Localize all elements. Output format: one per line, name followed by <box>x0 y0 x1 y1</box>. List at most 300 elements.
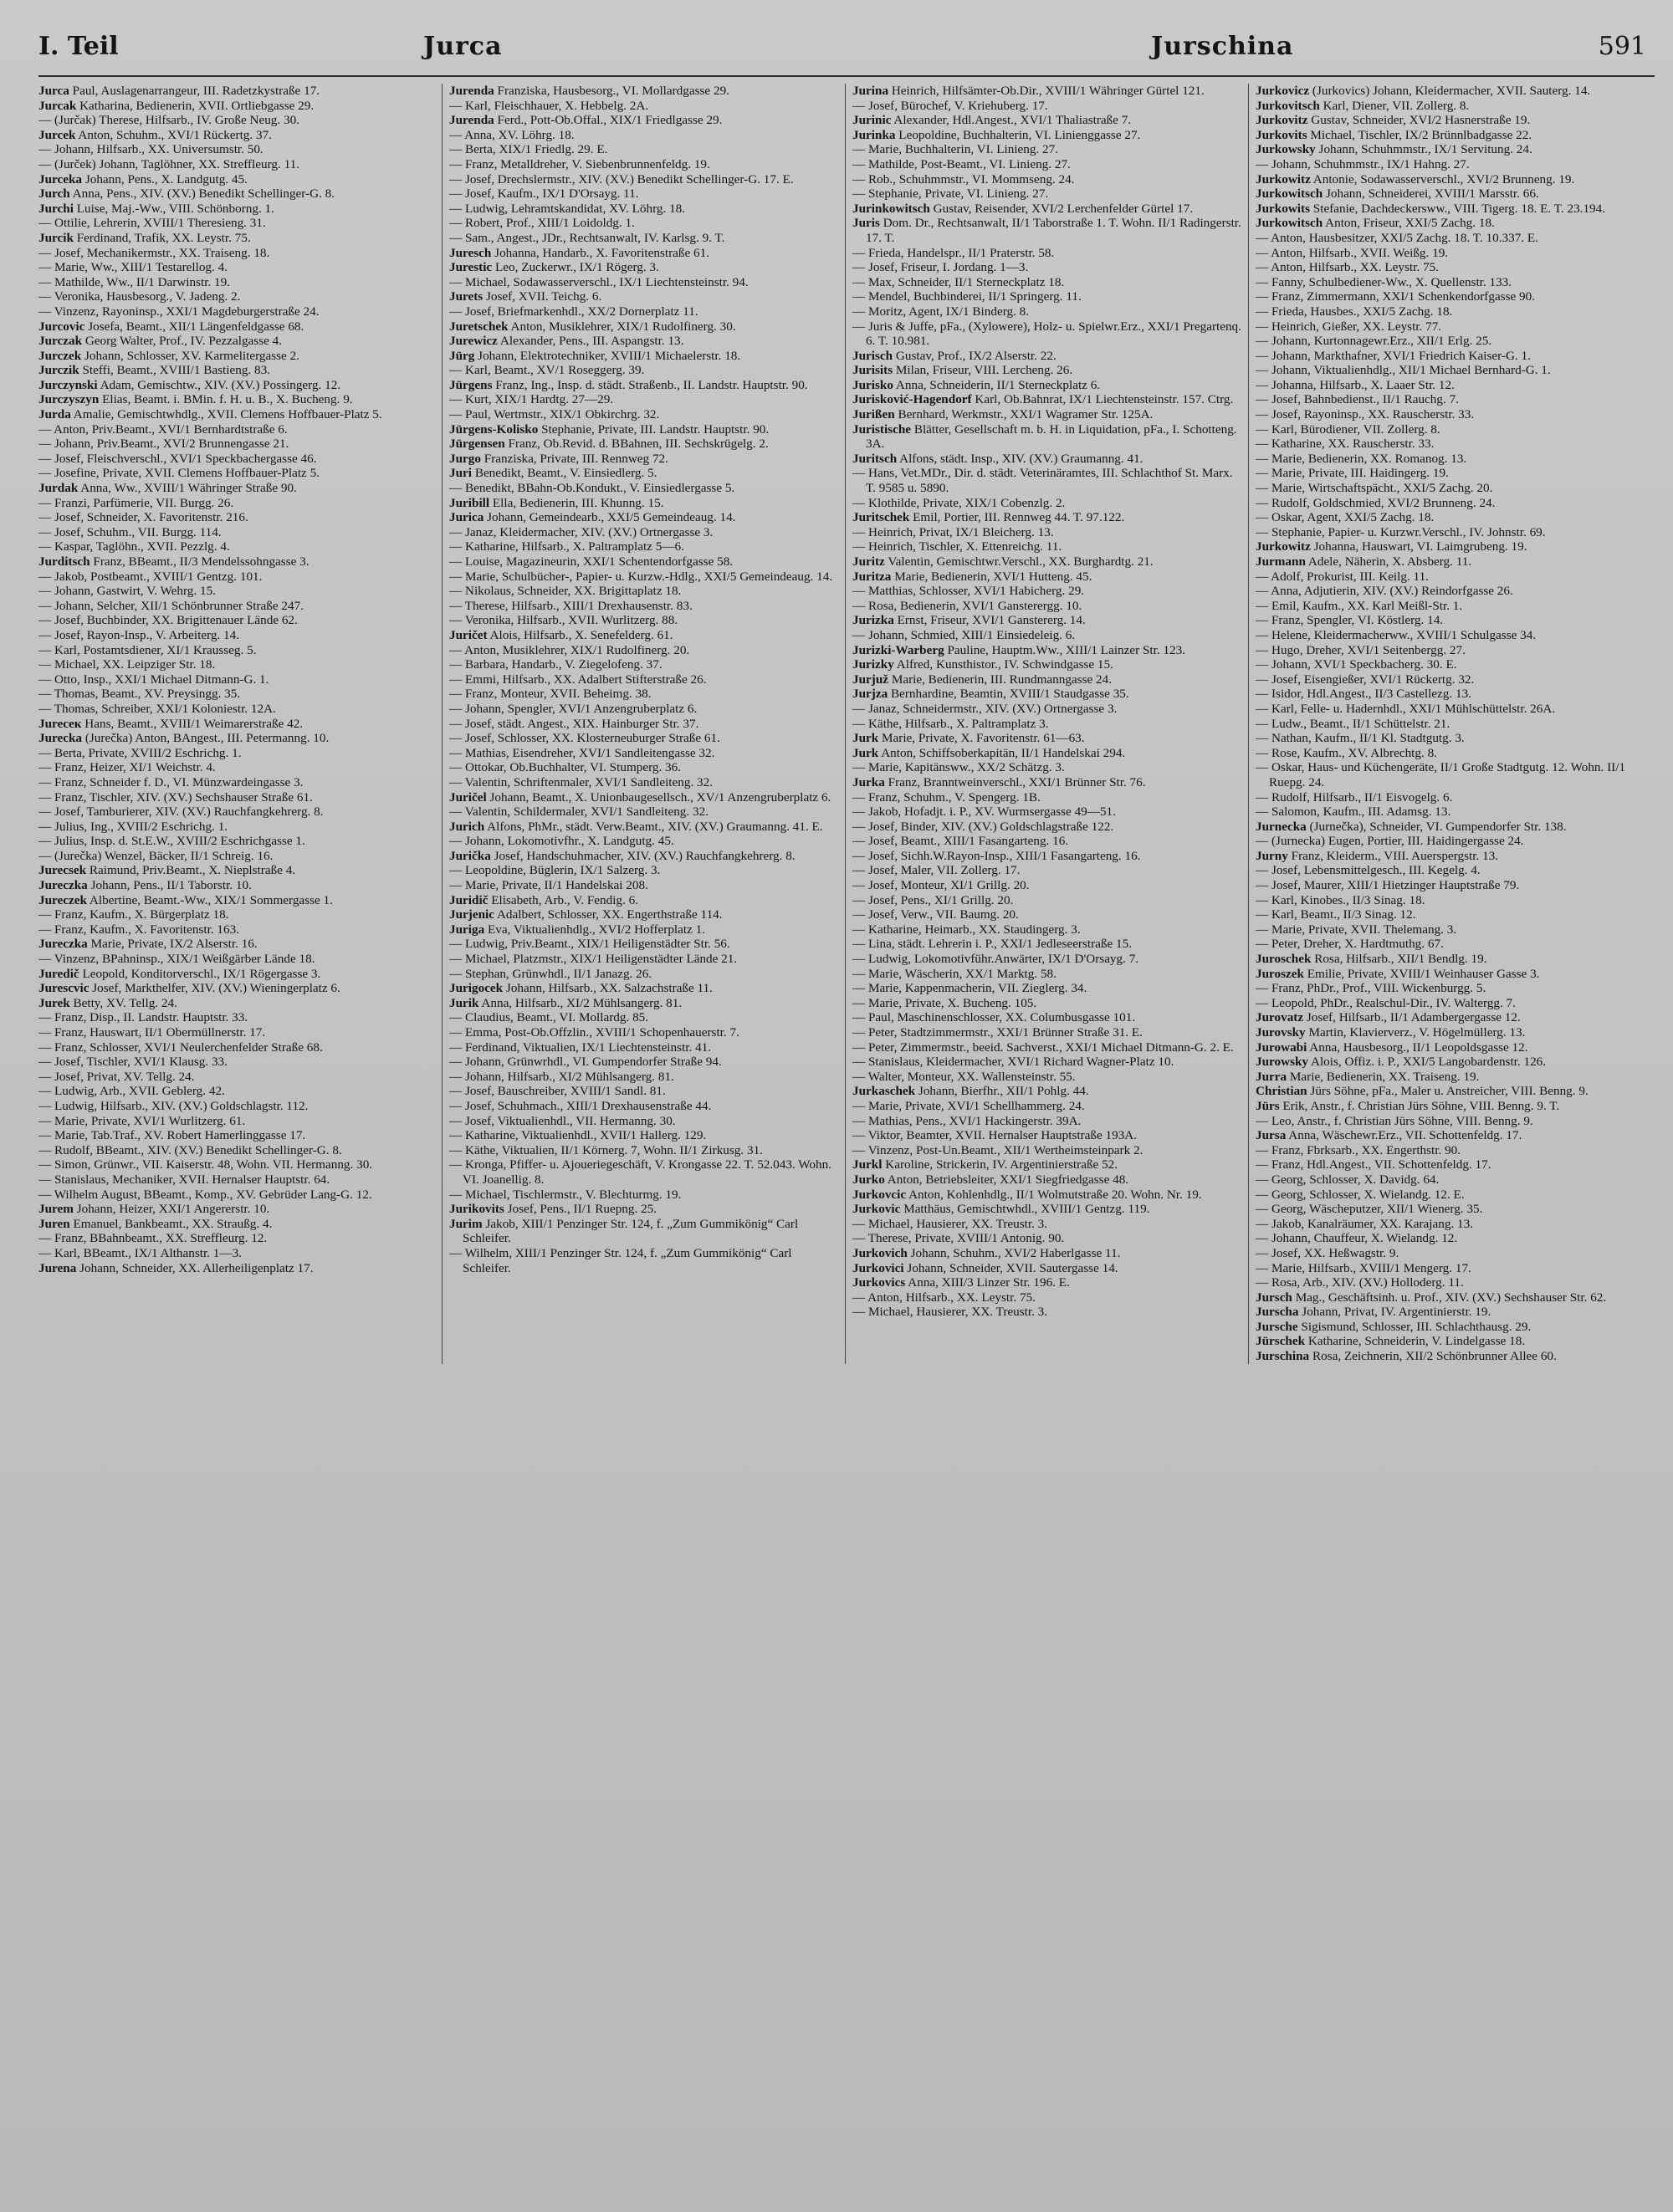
directory-entry: Jurczek Johann, Schlosser, XV. Karmelitergasse 2. <box>38 348 299 363</box>
directory-entry: Juričet Alois, Hilfsarb., X. Senefelderg. 61. <box>449 627 673 642</box>
directory-entry: — Käthe, Viktualien, II/1 Körnerg. 7, Wohn. II/1 Zirkusg. 31. <box>449 1142 763 1157</box>
directory-entry: Jurestic Leo, Zuckerwr., IX/1 Rögerg. 3. <box>449 260 659 275</box>
directory-entry: — Johann, Priv.Beamt., XVI/2 Brunnengasse 21. <box>38 437 289 452</box>
directory-entry: — Josef, Beamt., XIII/1 Fasangarteng. 16. <box>852 834 1069 849</box>
directory-entry: — Katharine, XX. Rauscherstr. 33. <box>1256 437 1435 452</box>
directory-entry: — Ferdinand, Viktualien, IX/1 Liechtensteinstr. 41. <box>449 1040 712 1055</box>
directory-entry: — Franz, Heizer, XI/1 Weichstr. 4. <box>38 760 216 775</box>
directory-entry: Jurkowitz Antonie, Sodawasserverschl., XVI/2 Brunneng. 19. <box>1256 171 1575 186</box>
directory-entry: Jurich Alfons, PhMr., städt. Verw.Beamt., XIV. (XV.) Graumanng. 41. E. <box>449 819 823 834</box>
directory-entry: — Karl, Kinobes., II/3 Sinag. 18. <box>1256 892 1425 907</box>
directory-entry: — Franz, Kaufm., X. Favoritenstr. 163. <box>38 922 240 937</box>
directory-entry: — Stanislaus, Kleidermacher, XVI/1 Richard Wagner-Platz 10. <box>852 1055 1174 1070</box>
directory-entry: — Josef, Binder, XIV. (XV.) Goldschlagstraße 122. <box>852 819 1114 834</box>
directory-entry: — Max, Schneider, II/1 Sterneckplatz 18. <box>852 274 1065 289</box>
directory-entry: Jurena Johann, Schneider, XX. Allerheiligenplatz 17. <box>38 1260 314 1275</box>
directory-entry: — Josef, städt. Angest., XIX. Hainburger Str. 37. <box>449 716 699 731</box>
directory-entry: — Josef, Kaufm., IX/1 D'Orsayg. 11. <box>449 186 639 202</box>
directory-entry: Jurcik Ferdinand, Trafik, XX. Leystr. 75. <box>38 230 251 245</box>
directory-entry: — Mathilde, Post-Beamt., VI. Linieng. 27. <box>852 156 1071 171</box>
directory-entry: — Franz, Hdl.Angest., VII. Schottenfeldg. 17. <box>1256 1157 1491 1172</box>
directory-entry: — Franz, Metalldreher, V. Siebenbrunnenfeldg. 19. <box>449 156 710 171</box>
directory-entry: — Ludwig, Arb., XVII. Geblerg. 42. <box>38 1084 225 1099</box>
directory-entry: — Emma, Post-Ob.Offzlin., XVIII/1 Schopenhauerstr. 7. <box>449 1025 739 1040</box>
directory-entry: — Josef, Viktualienhdl., VII. Hermanng. 30. <box>449 1113 676 1128</box>
directory-entry: — Ludwig, Hilfsarb., XIV. (XV.) Goldschlagstr. 112. <box>38 1098 309 1113</box>
directory-entry: — Stephanie, Papier- u. Kurzwr.Verschl., IV. Johnstr. 69. <box>1256 524 1546 539</box>
directory-entry: Jürgens-Kolisko Stephanie, Private, III. Landstr. Hauptstr. 90. <box>449 421 770 437</box>
directory-entry: — Johann, Kurtonnagewr.Erz., XII/1 Erlg. 25. <box>1256 334 1492 349</box>
directory-entry: — Josef, Tamburierer, XIV. (XV.) Rauchfangkehrerg. 8. <box>38 805 324 820</box>
directory-entry: — Veronika, Hausbesorg., V. Jadeng. 2. <box>38 289 241 304</box>
last-entry-heading: Jurschina <box>1151 32 1294 61</box>
directory-entry: — Wilhelm, XIII/1 Penzinger Str. 124, f. „Zum Gummikönig“ Carl Schleifer. <box>449 1245 792 1275</box>
directory-entry: Jursch Mag., Geschäftsinh. u. Prof., XIV. (XV.) Sechshauser Str. 62. <box>1256 1290 1607 1305</box>
directory-entry: Jurkovitsch Karl, Diener, VII. Zollerg. 8. <box>1256 98 1470 113</box>
directory-entry: — Emmi, Hilfsarb., XX. Adalbert Stifterstraße 26. <box>449 672 707 687</box>
directory-entry: Jurkl Karoline, Strickerin, IV. Argentinierstraße 52. <box>852 1157 1118 1172</box>
directory-entry: Jurcek Anton, Schuhm., XVI/1 Rückertg. 37. <box>38 127 272 142</box>
directory-entry: — Josef, Eisengießer, XVI/1 Rückertg. 32. <box>1256 672 1475 687</box>
directory-columns <box>38 84 1655 1364</box>
directory-entry: — Mendel, Buchbinderei, II/1 Springerg. 11. <box>852 289 1082 304</box>
directory-entry: — Barbara, Handarb., V. Ziegelofeng. 37. <box>449 657 663 672</box>
directory-entry: — Jakob, Kanalräumer, XX. Karajang. 13. <box>1256 1216 1474 1231</box>
directory-entry: Jurina Heinrich, Hilfsämter-Ob.Dir., XVIII/1 Währinger Gürtel 121. <box>852 84 1205 98</box>
directory-entry: — Julius, Insp. d. St.E.W., XVIII/2 Eschrichgasse 1. <box>38 834 305 849</box>
directory-entry: — Rudolf, BBeamt., XIV. (XV.) Benedikt Schellinger-G. 8. <box>38 1142 342 1157</box>
directory-entry: — Rosa, Arb., XIV. (XV.) Holloderg. 11. <box>1256 1275 1464 1290</box>
directory-entry: — Matthias, Schlosser, XVI/1 Habicherg. 29. <box>852 584 1085 599</box>
directory-entry: — Franz, Disp., II. Landstr. Hauptstr. 33. <box>38 1010 248 1025</box>
directory-entry: — Karl, Felle- u. Hadernhdl., XXI/1 Mühlschüttelstr. 26A. <box>1256 701 1556 716</box>
directory-entry: Jürgens Franz, Ing., Insp. d. städt. Straßenb., II. Landstr. Hauptstr. 90. <box>449 377 808 392</box>
directory-entry: — Anna, XV. Löhrg. 18. <box>449 127 575 142</box>
directory-entry: — Berta, XIX/1 Friedlg. 29. E. <box>449 142 608 157</box>
directory-entry: — Franz, Zimmermann, XXI/1 Schenkendorfgasse 90. <box>1256 289 1536 304</box>
directory-entry: — (Jurček) Johann, Taglöhner, XX. Streffleurg. 11. <box>38 156 299 171</box>
directory-entry: — Peter, Dreher, X. Hardtmuthg. 67. <box>1256 937 1444 952</box>
directory-entry: Jurny Franz, Kleiderm., VIII. Auerspergstr. 13. <box>1256 848 1499 863</box>
directory-entry: — Franz, Schneider f. D., VI. Münzwardeingasse 3. <box>38 774 304 789</box>
directory-entry: Jurkovich Johann, Schuhm., XVI/2 Haberlgasse 11. <box>852 1245 1121 1260</box>
directory-entry: Jurkovici Johann, Schneider, XVII. Sautergasse 14. <box>852 1260 1118 1275</box>
directory-entry: — Josef, Rayon-Insp., V. Arbeiterg. 14. <box>38 627 240 642</box>
directory-entry: — Benedikt, BBahn-Ob.Kondukt., V. Einsiedlergasse 5. <box>449 481 735 496</box>
directory-entry: — Michael, Hausierer, XX. Treustr. 3. <box>852 1216 1048 1231</box>
directory-entry: Juritsch Alfons, städt. Insp., XIV. (XV.) Graumanng. 41. <box>852 451 1143 466</box>
directory-entry: — Marie, Private, XVII. Thelemang. 3. <box>1256 922 1457 937</box>
directory-entry: — Karl, Fleischhauer, X. Hebbelg. 2A. <box>449 98 649 113</box>
directory-entry: — Janaz, Kleidermacher, XIV. (XV.) Ortnergasse 3. <box>449 524 714 539</box>
directory-entry: — Katharine, Heimarb., XX. Staudingerg. 3. <box>852 922 1081 937</box>
directory-entry: — Oskar, Agent, XXI/5 Zachg. 18. <box>1256 510 1435 525</box>
directory-entry: — Rudolf, Hilfsarb., II/1 Eisvogelg. 6. <box>1256 789 1453 805</box>
directory-entry: — Josef, Drechslermstr., XIV. (XV.) Benedikt Schellinger-G. 17. E. <box>449 171 794 186</box>
directory-entry: Jurjenic Adalbert, Schlosser, XX. Engerthstraße 114. <box>449 907 723 922</box>
directory-entry: — Katharine, Hilfsarb., X. Paltramplatz 5—6. <box>449 539 684 554</box>
directory-entry: Jurkowitz Johanna, Hauswart, VI. Laimgrubeng. 19. <box>1256 539 1527 554</box>
directory-entry: — Valentin, Schriftenmaler, XVI/1 Sandleiteng. 32. <box>449 774 714 789</box>
directory-entry: — Hugo, Dreher, XVI/1 Seitenbergg. 27. <box>1256 642 1466 657</box>
directory-entry: Juroschek Rosa, Hilfsarb., XII/1 Bendlg. 19. <box>1256 952 1487 967</box>
directory-entry: Juri Benedikt, Beamt., V. Einsiedlerg. 5. <box>449 466 657 481</box>
directory-entry: Jurkowits Stefanie, Dachdeckersww., VIII. Tigerg. 18. E. T. 23.194. <box>1256 201 1606 216</box>
directory-column-3 <box>845 84 1248 1364</box>
directory-entry: — Heinrich, Privat, IX/1 Bleicherg. 13. <box>852 524 1054 539</box>
directory-entry: Juris Dom. Dr., Rechtsanwalt, II/1 Taborstraße 1. T. Wohn. II/1 Radingerstr. 17. T. <box>852 216 1241 245</box>
directory-entry: Jurecka (Jurečka) Anton, BAngest., III. Petermanng. 10. <box>38 731 330 746</box>
directory-entry: — Franz, Schuhm., V. Spengerg. 1B. <box>852 789 1041 805</box>
directory-entry: — Johann, Spengler, XVI/1 Anzengruberplatz 6. <box>449 701 698 716</box>
directory-entry: Jurczyszyn Elias, Beamt. i. BMin. f. H. u. B., X. Bucheng. 9. <box>38 392 353 407</box>
directory-entry: Jurinkowitsch Gustav, Reisender, XVI/2 Lerchenfelder Gürtel 17. <box>852 201 1194 216</box>
directory-entry: Juredič Leopold, Konditorverschl., IX/1 Rögergasse 3. <box>38 966 321 981</box>
directory-entry: — Rose, Kaufm., XV. Albrechtg. 8. <box>1256 745 1437 760</box>
directory-entry: — Marie, Kapitänsww., XX/2 Schätzg. 3. <box>852 760 1065 775</box>
directory-entry: — Josef, Mechanikermstr., XX. Traiseng. 18. <box>38 245 270 260</box>
directory-entry: — Kaspar, Taglöhn., XVII. Pezzlg. 4. <box>38 539 230 554</box>
directory-entry: Juren Emanuel, Bankbeamt., XX. Straußg. 4. <box>38 1216 273 1231</box>
directory-entry: — Moritz, Agent, IX/1 Binderg. 8. <box>852 304 1030 319</box>
directory-entry: Jurik Anna, Hilfsarb., XI/2 Mühlsangerg. 81. <box>449 995 683 1010</box>
directory-entry: Jurkovicz (Jurkovics) Johann, Kleidermacher, XVII. Sauterg. 14. <box>1256 84 1591 98</box>
directory-entry: — Franz, Fbrksarb., XX. Engerthstr. 90. <box>1256 1142 1461 1157</box>
directory-entry: — Peter, Zimmermstr., beeid. Sachverst., XXI/1 Michael Ditmann-G. 2. E. <box>852 1040 1234 1055</box>
directory-entry: — Josef, Maler, VII. Zollerg. 17. <box>852 863 1021 878</box>
directory-entry: — Lina, städt. Lehrerin i. P., XXI/1 Jedleseerstraße 15. <box>852 937 1133 952</box>
directory-entry: Juriga Eva, Viktualienhdlg., XVI/2 Hofferplatz 1. <box>449 922 706 937</box>
directory-entry: — Katharine, Viktualienhdl., XVII/1 Hallerg. 129. <box>449 1128 707 1143</box>
directory-entry: — Claudius, Beamt., VI. Mollardg. 85. <box>449 1010 649 1025</box>
directory-entry: — Josef, Schneider, X. Favoritenstr. 216. <box>38 510 248 525</box>
directory-entry: — Kronga, Pfiffer- u. Ajoueriegeschäft, V. Krongasse 22. T. 52.043. Wohn. VI. Joanellig. 8. <box>449 1157 831 1187</box>
directory-entry: — Johann, Schuhmmstr., IX/1 Hahng. 27. <box>1256 156 1470 171</box>
directory-entry: — Michael, XX. Leipziger Str. 18. <box>38 657 216 672</box>
directory-column-4 <box>1248 84 1651 1364</box>
directory-entry: Jurchi Luise, Maj.-Ww., VIII. Schönborng. 1. <box>38 201 274 216</box>
directory-entry: — Marie, Ww., XIII/1 Testarellog. 4. <box>38 260 228 275</box>
directory-entry: Juretschek Anton, Musiklehrer, XIX/1 Rudolfinerg. 30. <box>449 319 736 334</box>
directory-entry: Juresch Johanna, Handarb., X. Favoritenstraße 61. <box>449 245 710 260</box>
directory-entry: — Otto, Insp., XXI/1 Michael Ditmann-G. 1. <box>38 672 269 687</box>
directory-entry: Jurka Franz, Branntweinverschl., XXI/1 Brünner Str. 76. <box>852 774 1146 789</box>
directory-entry: — Johann, Chauffeur, X. Wielandg. 12. <box>1256 1231 1458 1246</box>
directory-entry: — Oskar, Haus- und Küchengeräte, II/1 Große Stadtgutg. 12. Wohn. II/1 Ruepg. 24. <box>1256 760 1626 789</box>
directory-entry: — Ludwig, Priv.Beamt., XIX/1 Heiligenstädter Str. 56. <box>449 937 730 952</box>
directory-entry: — Robert, Prof., XIII/1 Loidoldg. 1. <box>449 216 635 231</box>
directory-entry: — Mathias, Eisendreher, XVI/1 Sandleitengasse 32. <box>449 745 715 760</box>
directory-entry: — Franz, PhDr., Prof., VIII. Wickenburgg. 5. <box>1256 981 1486 996</box>
directory-entry: — Franz, Hauswart, II/1 Obermüllnerstr. 17. <box>38 1025 266 1040</box>
directory-entry: Juribill Ella, Bedienerin, III. Khunng. 15. <box>449 495 664 510</box>
directory-entry: Jurizka Ernst, Friseur, XVI/1 Ganstererg. 14. <box>852 613 1086 628</box>
page-number: 591 <box>1598 32 1646 61</box>
directory-entry: — Josef, XX. Heßwagstr. 9. <box>1256 1245 1399 1260</box>
directory-entry: — Mathilde, Ww., II/1 Darwinstr. 19. <box>38 274 231 289</box>
directory-entry: — Marie, Hilfsarb., XVIII/1 Mengerg. 17. <box>1256 1260 1471 1275</box>
directory-entry: — Frieda, Hausbes., XXI/5 Zachg. 18. <box>1256 304 1453 319</box>
directory-entry: — Josef, Bauschreiber, XVIII/1 Sandl. 81. <box>449 1084 666 1099</box>
directory-entry: Jurch Anna, Pens., XIV. (XV.) Benedikt Schellinger-G. 8. <box>38 186 335 202</box>
directory-entry: — Heinrich, Tischler, X. Ettenreichg. 11. <box>852 539 1062 554</box>
directory-entry: — Janaz, Schneidermstr., XIV. (XV.) Ortnergasse 3. <box>852 701 1118 716</box>
directory-entry: Jurk Marie, Private, X. Favoritenstr. 61—63. <box>852 731 1085 746</box>
directory-entry: Jurička Josef, Handschuhmacher, XIV. (XV.) Rauchfangkehrerg. 8. <box>449 848 796 863</box>
directory-entry: — Anton, Hilfsarb., XVII. Weißg. 19. <box>1256 245 1449 260</box>
directory-entry: Jürs Erik, Anstr., f. Christian Jürs Söhne, VIII. Benng. 9. T. <box>1256 1098 1560 1113</box>
directory-entry: Jureczka Marie, Private, IX/2 Alserstr. 16. <box>38 937 258 952</box>
directory-entry: Jurinic Alexander, Hdl.Angest., XVI/1 Thaliastraße 7. <box>852 113 1132 128</box>
directory-entry: Jurnecka (Jurnečka), Schneider, VI. Gumpendorfer Str. 138. <box>1256 819 1567 834</box>
directory-entry: — Jakob, Hofadjt. i. P., XV. Wurmsergasse 49—51. <box>852 805 1116 820</box>
directory-entry: — Stephan, Grünwhdl., II/1 Janazg. 26. <box>449 966 652 981</box>
directory-entry: — Anna, Adjutierin, XIV. (XV.) Reindorfgasse 26. <box>1256 584 1513 599</box>
directory-entry: — Marie, Private, XVI/1 Wurlitzerg. 61. <box>38 1113 246 1128</box>
directory-entry: Jurowsky Alois, Offiz. i. P., XXI/5 Langobardenstr. 126. <box>1256 1055 1547 1070</box>
directory-entry: — Veronika, Hilfsarb., XVII. Wurlitzerg. 88. <box>449 613 678 628</box>
directory-entry: — Leo, Anstr., f. Christian Jürs Söhne, VIII. Benng. 9. <box>1256 1113 1533 1128</box>
directory-entry: Jurscha Johann, Privat, IV. Argentinierstr. 19. <box>1256 1305 1491 1320</box>
first-entry-heading: Jurca <box>423 32 503 61</box>
directory-entry: — Vinzenz, Rayoninsp., XXI/1 Magdeburgerstraße 24. <box>38 304 320 319</box>
directory-entry: Jurovatz Josef, Hilfsarb., II/1 Adambergergasse 12. <box>1256 1010 1521 1025</box>
directory-entry: Jurcak Katharina, Bedienerin, XVII. Ortliebgasse 29. <box>38 98 315 113</box>
directory-entry: — Marie, Tab.Traf., XV. Robert Hamerlinggasse 17. <box>38 1128 306 1143</box>
directory-entry: — Franzi, Parfümerie, VII. Burgg. 26. <box>38 495 234 510</box>
directory-entry: — Josef, Briefmarkenhdl., XX/2 Dornerplatz 11. <box>449 304 698 319</box>
directory-entry: Jurkovcic Anton, Kohlenhdlg., II/1 Wolmutstraße 20. Wohn. Nr. 19. <box>852 1187 1202 1202</box>
directory-entry: — Walter, Monteur, XX. Wallensteinstr. 55. <box>852 1069 1076 1084</box>
directory-entry: Jurets Josef, XVII. Teichg. 6. <box>449 289 602 304</box>
directory-entry: Jurkowsky Johann, Schuhmmstr., IX/1 Servitung. 24. <box>1256 142 1532 157</box>
directory-entry: Jurditsch Franz, BBeamt., II/3 Mendelssohngasse 3. <box>38 554 310 569</box>
directory-entry: Jurczik Steffi, Beamt., XVIII/1 Bastieng. 83. <box>38 363 270 378</box>
directory-entry: Jurisits Milan, Friseur, VIII. Lercheng. 26. <box>852 363 1073 378</box>
directory-entry: Jurczynski Adam, Gemischtw., XIV. (XV.) Possingerg. 12. <box>38 377 341 392</box>
directory-entry: Jurißen Bernhard, Werkmstr., XXI/1 Wagramer Str. 125A. <box>852 407 1154 422</box>
directory-entry: — Leopoldine, Büglerin, IX/1 Salzerg. 3. <box>449 863 661 878</box>
directory-entry: — Stanislaus, Mechaniker, XVII. Hernalser Hauptstr. 64. <box>38 1172 330 1187</box>
directory-entry: Jurgo Franziska, Private, III. Rennweg 72. <box>449 451 668 466</box>
directory-entry: — Josef, Buchbinder, XX. Brigittenauer Lände 62. <box>38 613 298 628</box>
directory-entry: — Josefine, Private, XVII. Clemens Hoffbauer-Platz 5. <box>38 466 320 481</box>
directory-entry: — Georg, Schlosser, X. Davidg. 64. <box>1256 1172 1440 1187</box>
directory-entry: — Louise, Magazineurin, XXI/1 Schentendorfgasse 58. <box>449 554 734 569</box>
directory-entry: — Johann, Lokomotivfhr., X. Landgutg. 45. <box>449 834 674 849</box>
directory-entry: Jurcovic Josefa, Beamt., XII/1 Längenfeldgasse 68. <box>38 319 304 334</box>
directory-entry: Jurjuž Marie, Bedienerin, III. Rundmanngasse 24. <box>852 672 1113 687</box>
page-header <box>38 32 1655 77</box>
directory-entry: Juričel Johann, Beamt., X. Unionbaugesellsch., XV/1 Anzengruberplatz 6. <box>449 789 831 805</box>
directory-entry: — Marie, Kappenmacherin, VII. Zieglerg. 34. <box>852 981 1087 996</box>
directory-entry: — Viktor, Beamter, XVII. Hernalser Hauptstraße 193A. <box>852 1128 1138 1143</box>
directory-entry: — Ludwig, Lehramtskandidat, XV. Löhrg. 18. <box>449 201 686 216</box>
directory-entry: — Josef, Rayoninsp., XX. Rauscherstr. 33. <box>1256 407 1475 422</box>
directory-entry: — Georg, Wäscheputzer, XII/1 Wienerg. 35. <box>1256 1202 1483 1217</box>
directory-entry: Jurkovic Matthäus, Gemischtwhdl., XVIII/1 Gentzg. 119. <box>852 1202 1150 1217</box>
directory-entry: — Rob., Schuhmmstr., VI. Mommseng. 24. <box>852 171 1075 186</box>
directory-entry: — Valentin, Schildermaler, XVI/1 Sandleiteng. 32. <box>449 805 709 820</box>
directory-entry: — Ottilie, Lehrerin, XVIII/1 Theresieng. 31. <box>38 216 266 231</box>
directory-entry: Jurovsky Martin, Klavierverz., V. Högelmüllerg. 13. <box>1256 1025 1526 1040</box>
directory-entry: — Anton, Priv.Beamt., XVI/1 Bernhardtstraße 6. <box>38 421 288 437</box>
directory-entry: — Josef, Bürochef, V. Kriehuberg. 17. <box>852 98 1048 113</box>
directory-entry: — Karl, BBeamt., IX/1 Althanstr. 1—3. <box>38 1245 242 1260</box>
directory-entry: — Michael, Hausierer, XX. Treustr. 3. <box>852 1305 1048 1320</box>
directory-entry: — Leopold, PhDr., Realschul-Dir., IV. Waltergg. 7. <box>1256 995 1516 1010</box>
directory-entry: — Franz, Schlosser, XVI/1 Neulerchenfelder Straße 68. <box>38 1040 323 1055</box>
directory-entry: — Franz, Kaufm., X. Bürgerplatz 18. <box>38 907 229 922</box>
directory-entry: — Adolf, Prokurist, III. Keilg. 11. <box>1256 569 1429 584</box>
directory-entry: — (Jurečka) Wenzel, Bäcker, II/1 Schreig. 16. <box>38 848 274 863</box>
directory-entry: Jurkovits Michael, Tischler, IX/2 Brünnlbadgasse 22. <box>1256 127 1532 142</box>
directory-entry: — Johann, Hilfsarb., XX. Universumstr. 50. <box>38 142 263 157</box>
directory-entry: Jurizky Alfred, Kunsthistor., IV. Schwindgasse 15. <box>852 657 1113 672</box>
part-label: I. Teil <box>38 32 119 61</box>
directory-entry: — Frieda, Handelspr., II/1 Praterstr. 58. <box>852 245 1055 260</box>
directory-entry: — Josef, Schlosser, XX. Klosterneuburger Straße 61. <box>449 731 720 746</box>
directory-entry: — Juris & Juffe, pFa., (Xylowere), Holz- u. Spielwr.Erz., XXI/1 Pregartenq. 6. T. 10.981. <box>852 319 1241 349</box>
directory-entry: — Paul, Wertmstr., XIX/1 Obkirchrg. 32. <box>449 407 660 422</box>
directory-entry: — Vinzenz, BPahninsp., XIX/1 Weißgärber Lände 18. <box>38 952 315 967</box>
directory-entry: Jurowabi Anna, Hausbesorg., II/1 Leopoldsgasse 12. <box>1256 1040 1528 1055</box>
directory-entry: Jurecsek Raimund, Priv.Beamt., X. Nieplstraße 4. <box>38 863 296 878</box>
directory-entry: — Josef, Schuhmach., XIII/1 Drexhausenstraße 44. <box>449 1098 712 1113</box>
directory-entry: Jursa Anna, Wäschewr.Erz., VII. Schottenfeldg. 17. <box>1256 1128 1522 1143</box>
directory-entry: — Josef, Maurer, XIII/1 Hietzinger Hauptstraße 79. <box>1256 878 1520 893</box>
directory-entry: — Wilhelm August, BBeamt., Komp., XV. Gebrüder Lang-G. 12. <box>38 1187 372 1202</box>
directory-entry: — Karl, Postamtsdiener, XI/1 Krausseg. 5. <box>38 642 257 657</box>
directory-entry: — Josef, Pens., XI/1 Grillg. 20. <box>852 892 1014 907</box>
directory-entry: — Marie, Wirtschaftspächt., XXI/5 Zachg. 20. <box>1256 481 1493 496</box>
directory-entry: Jurko Anton, Betriebsleiter, XXI/1 Siegfriedgasse 48. <box>852 1172 1129 1187</box>
directory-entry: — Ludw., Beamt., II/1 Schüttelstr. 21. <box>1256 716 1450 731</box>
directory-entry: Jurisko Anna, Schneiderin, II/1 Sterneckplatz 6. <box>852 377 1101 392</box>
directory-entry: Jurinka Leopoldine, Buchhalterin, VI. Linienggasse 27. <box>852 127 1141 142</box>
directory-entry: — Berta, Private, XVIII/2 Eschrichg. 1. <box>38 745 242 760</box>
directory-entry: — Johann, Grünwrhdl., VI. Gumpendorfer Straße 94. <box>449 1055 722 1070</box>
directory-entry: Jurmann Adele, Näherin, X. Absberg. 11. <box>1256 554 1472 569</box>
directory-entry: Jurkaschek Johann, Bierfhr., XII/1 Pohlg. 44. <box>852 1084 1089 1099</box>
directory-entry: Jurschina Rosa, Zeichnerin, XII/2 Schönbrunner Allee 60. <box>1256 1349 1557 1364</box>
directory-entry: — Michael, Tischlermstr., V. Blechturmg. 19. <box>449 1187 682 1202</box>
directory-entry: — Anton, Hausbesitzer, XXI/5 Zachg. 18. T. 10.337. E. <box>1256 230 1538 245</box>
directory-entry: — Franz, Spengler, VI. Köstlerg. 14. <box>1256 613 1444 628</box>
directory-entry: — Isidor, Hdl.Angest., II/3 Castellezg. 13. <box>1256 687 1471 702</box>
directory-entry: — Marie, Private, X. Bucheng. 105. <box>852 995 1037 1010</box>
directory-entry: Jurim Jakob, XIII/1 Penzinger Str. 124, f. „Zum Gummikönig“ Carl Schleifer. <box>449 1216 799 1246</box>
directory-entry: Jurkowitsch Johann, Schneiderei, XVIII/1 Marsstr. 66. <box>1256 186 1539 202</box>
directory-entry: — (Jurčak) Therese, Hilfsarb., IV. Große Neug. 30. <box>38 113 299 128</box>
directory-entry: — Josef, Sichh.W.Rayon-Insp., XIII/1 Fasangarteng. 16. <box>852 848 1141 863</box>
directory-entry: — Marie, Private, III. Haidingerg. 19. <box>1256 466 1449 481</box>
directory-entry: Jureceк Hans, Beamt., XVIII/1 Weimarerstraße 42. <box>38 716 304 731</box>
directory-entry: — Käthe, Hilfsarb., X. Paltramplatz 3. <box>852 716 1049 731</box>
directory-entry: — Julius, Ing., XVIII/2 Eschrichg. 1. <box>38 819 228 834</box>
directory-entry: Jurceka Johann, Pens., X. Landgutg. 45. <box>38 171 248 186</box>
directory-entry: — Josef, Bahnbedienst., II/1 Rauchg. 7. <box>1256 392 1459 407</box>
directory-entry: — Franz, Tischler, XIV. (XV.) Sechshauser Straße 61. <box>38 789 313 805</box>
directory-entry: Juristische Blätter, Gesellschaft m. b. H. in Liquidation, pFa., I. Schotteng. 3A. <box>852 421 1237 452</box>
directory-entry: — Stephanie, Private, VI. Linieng. 27. <box>852 186 1049 202</box>
directory-entry: — Paul, Maschinenschlosser, XX. Columbusgasse 101. <box>852 1010 1136 1025</box>
directory-entry: Jurenda Franziska, Hausbesorg., VI. Mollardgasse 29. <box>449 84 729 98</box>
directory-entry: Jurczak Georg Walter, Prof., IV. Pezzalgasse 4. <box>38 334 283 349</box>
directory-entry: — Josef, Friseur, I. Jordang. 1—3. <box>852 260 1029 275</box>
directory-entry: — Josef, Verw., VII. Baumg. 20. <box>852 907 1019 922</box>
directory-entry: — Anton, Hilfsarb., XX. Leystr. 75. <box>852 1290 1036 1305</box>
directory-entry: Jurkovitz Gustav, Schneider, XVI/2 Hasnerstraße 19. <box>1256 113 1531 128</box>
directory-entry: — Marie, Wäscherin, XX/1 Marktg. 58. <box>852 966 1056 981</box>
directory-entry: Jurikovits Josef, Pens., II/1 Ruepng. 25. <box>449 1202 657 1217</box>
directory-entry: — Jakob, Postbeamt., XVIII/1 Gentzg. 101. <box>38 569 263 584</box>
directory-entry: — Hans, Vet.MDr., Dir. d. städt. Veterinäramtes, III. Schlachthof St. Marx. T. 9585 u. 5890. <box>852 466 1233 496</box>
directory-entry: — Heinrich, Gießer, XX. Leystr. 77. <box>1256 319 1442 334</box>
directory-entry: Jurem Johann, Heizer, XXI/1 Angererstr. 10. <box>38 1202 270 1217</box>
directory-entry: — Helene, Kleidermacherww., XVIII/1 Schulgasse 34. <box>1256 627 1537 642</box>
directory-entry: Juritza Marie, Bedienerin, XVI/1 Hutteng. 45. <box>852 569 1092 584</box>
directory-entry: Juritz Valentin, Gemischtwr.Verschl., XX. Burghardtg. 21. <box>852 554 1154 569</box>
directory-entry: — Nikolaus, Schneider, XX. Brigittaplatz 18. <box>449 584 682 599</box>
directory-entry: — Rudolf, Goldschmied, XVI/2 Brunneng. 24. <box>1256 495 1496 510</box>
directory-entry: Jurk Anton, Schiffsoberkapitän, II/1 Handelskai 294. <box>852 745 1126 760</box>
directory-entry: — Rosa, Bedienerin, XVI/1 Gansterergg. 10. <box>852 598 1082 613</box>
directory-entry: — Anton, Hilfsarb., XX. Leystr. 75. <box>1256 260 1439 275</box>
directory-entry: — Vinzenz, Post-Un.Beamt., XII/1 Wertheimsteinpark 2. <box>852 1142 1143 1157</box>
directory-entry: — Michael, Sodawasserverschl., IX/1 Liechtensteinstr. 94. <box>449 274 749 289</box>
directory-entry: — Peter, Stadtzimmermstr., XXI/1 Brünner Straße 31. E. <box>852 1025 1143 1040</box>
directory-entry: — Johann, Gastwirt, V. Wehrg. 15. <box>38 584 216 599</box>
directory-entry: — Thomas, Beamt., XV. Preysingg. 35. <box>38 687 241 702</box>
directory-entry: — Karl, Beamt., II/3 Sinag. 12. <box>1256 907 1416 922</box>
directory-column-1 <box>38 84 442 1364</box>
directory-entry: — Therese, Hilfsarb., XIII/1 Drexhausenstr. 83. <box>449 598 693 613</box>
directory-entry: — Franz, BBahnbeamt., XX. Streffleurg. 12. <box>38 1231 268 1246</box>
directory-entry: — Johann, Hilfsarb., XI/2 Mühlsangerg. 81. <box>449 1069 674 1084</box>
directory-entry: — Johanna, Hilfsarb., X. Laaer Str. 12. <box>1256 377 1455 392</box>
directory-column-2 <box>442 84 845 1364</box>
directory-entry: Jureczka Johann, Pens., II/1 Taborstr. 10. <box>38 878 252 893</box>
directory-entry: — Johann, Viktualienhdlg., XII/1 Michael Bernhard-G. 1. <box>1256 363 1551 378</box>
directory-entry: — Ludwig, Lokomotivführ.Anwärter, IX/1 D'Orsayg. 7. <box>852 952 1139 967</box>
directory-entry: — Johann, Selcher, XII/1 Schönbrunner Straße 247. <box>38 598 304 613</box>
directory-entry: — Karl, Beamt., XV/1 Roseggerg. 39. <box>449 363 645 378</box>
directory-entry: — Franz, Monteur, XVII. Beheimg. 38. <box>449 687 652 702</box>
directory-entry: Jurizki-Warberg Pauline, Hauptm.Ww., XIII/1 Lainzer Str. 123. <box>852 642 1186 657</box>
directory-entry: — Salomon, Kaufm., III. Adamsg. 13. <box>1256 805 1451 820</box>
directory-entry: — Johann, Schmied, XIII/1 Einsiedeleig. 6. <box>852 627 1076 642</box>
directory-entry: — (Jurnecka) Eugen, Portier, III. Haidingergasse 24. <box>1256 834 1524 849</box>
directory-entry: Jurescvic Josef, Markthelfer, XIV. (XV.) Wieningerplatz 6. <box>38 981 340 996</box>
directory-entry: — Nathan, Kaufm., II/1 Kl. Stadtgutg. 3. <box>1256 731 1465 746</box>
directory-entry: Jurisch Gustav, Prof., IX/2 Alserstr. 22. <box>852 348 1056 363</box>
directory-entry: — Marie, Bedienerin, XX. Romanog. 13. <box>1256 451 1467 466</box>
directory-entry: — Anton, Musiklehrer, XIX/1 Rudolfinerg. 20. <box>449 642 690 657</box>
directory-entry: Jurra Marie, Bedienerin, XX. Traiseng. 19. <box>1256 1069 1480 1084</box>
directory-entry: Juritschek Emil, Portier, III. Rennweg 44. T. 97.122. <box>852 510 1125 525</box>
directory-entry: Jürgensen Franz, Ob.Revid. d. BBahnen, III. Sechskrügelg. 2. <box>449 437 769 452</box>
directory-entry: — Marie, Buchhalterin, VI. Linieng. 27. <box>852 142 1059 157</box>
directory-entry: — Karl, Bürodiener, VII. Zollerg. 8. <box>1256 421 1440 437</box>
directory-entry: — Josef, Tischler, XVI/1 Klausg. 33. <box>38 1055 228 1070</box>
directory-entry: — Thomas, Schreiber, XXI/1 Koloniestr. 12A. <box>38 701 276 716</box>
directory-entry: Jurca Paul, Auslagenarrangeur, III. Radetzkystraße 17. <box>38 84 320 98</box>
directory-entry: — Simon, Grünwr., VII. Kaiserstr. 48, Wohn. VII. Hermanng. 30. <box>38 1157 373 1172</box>
directory-entry: Jurdak Anna, Ww., XVIII/1 Währinger Straße 90. <box>38 481 297 496</box>
directory-entry: — Marie, Private, II/1 Handelskai 208. <box>449 878 648 893</box>
directory-entry: Jurigocek Johann, Hilfsarb., XX. Salzachstraße 11. <box>449 981 713 996</box>
